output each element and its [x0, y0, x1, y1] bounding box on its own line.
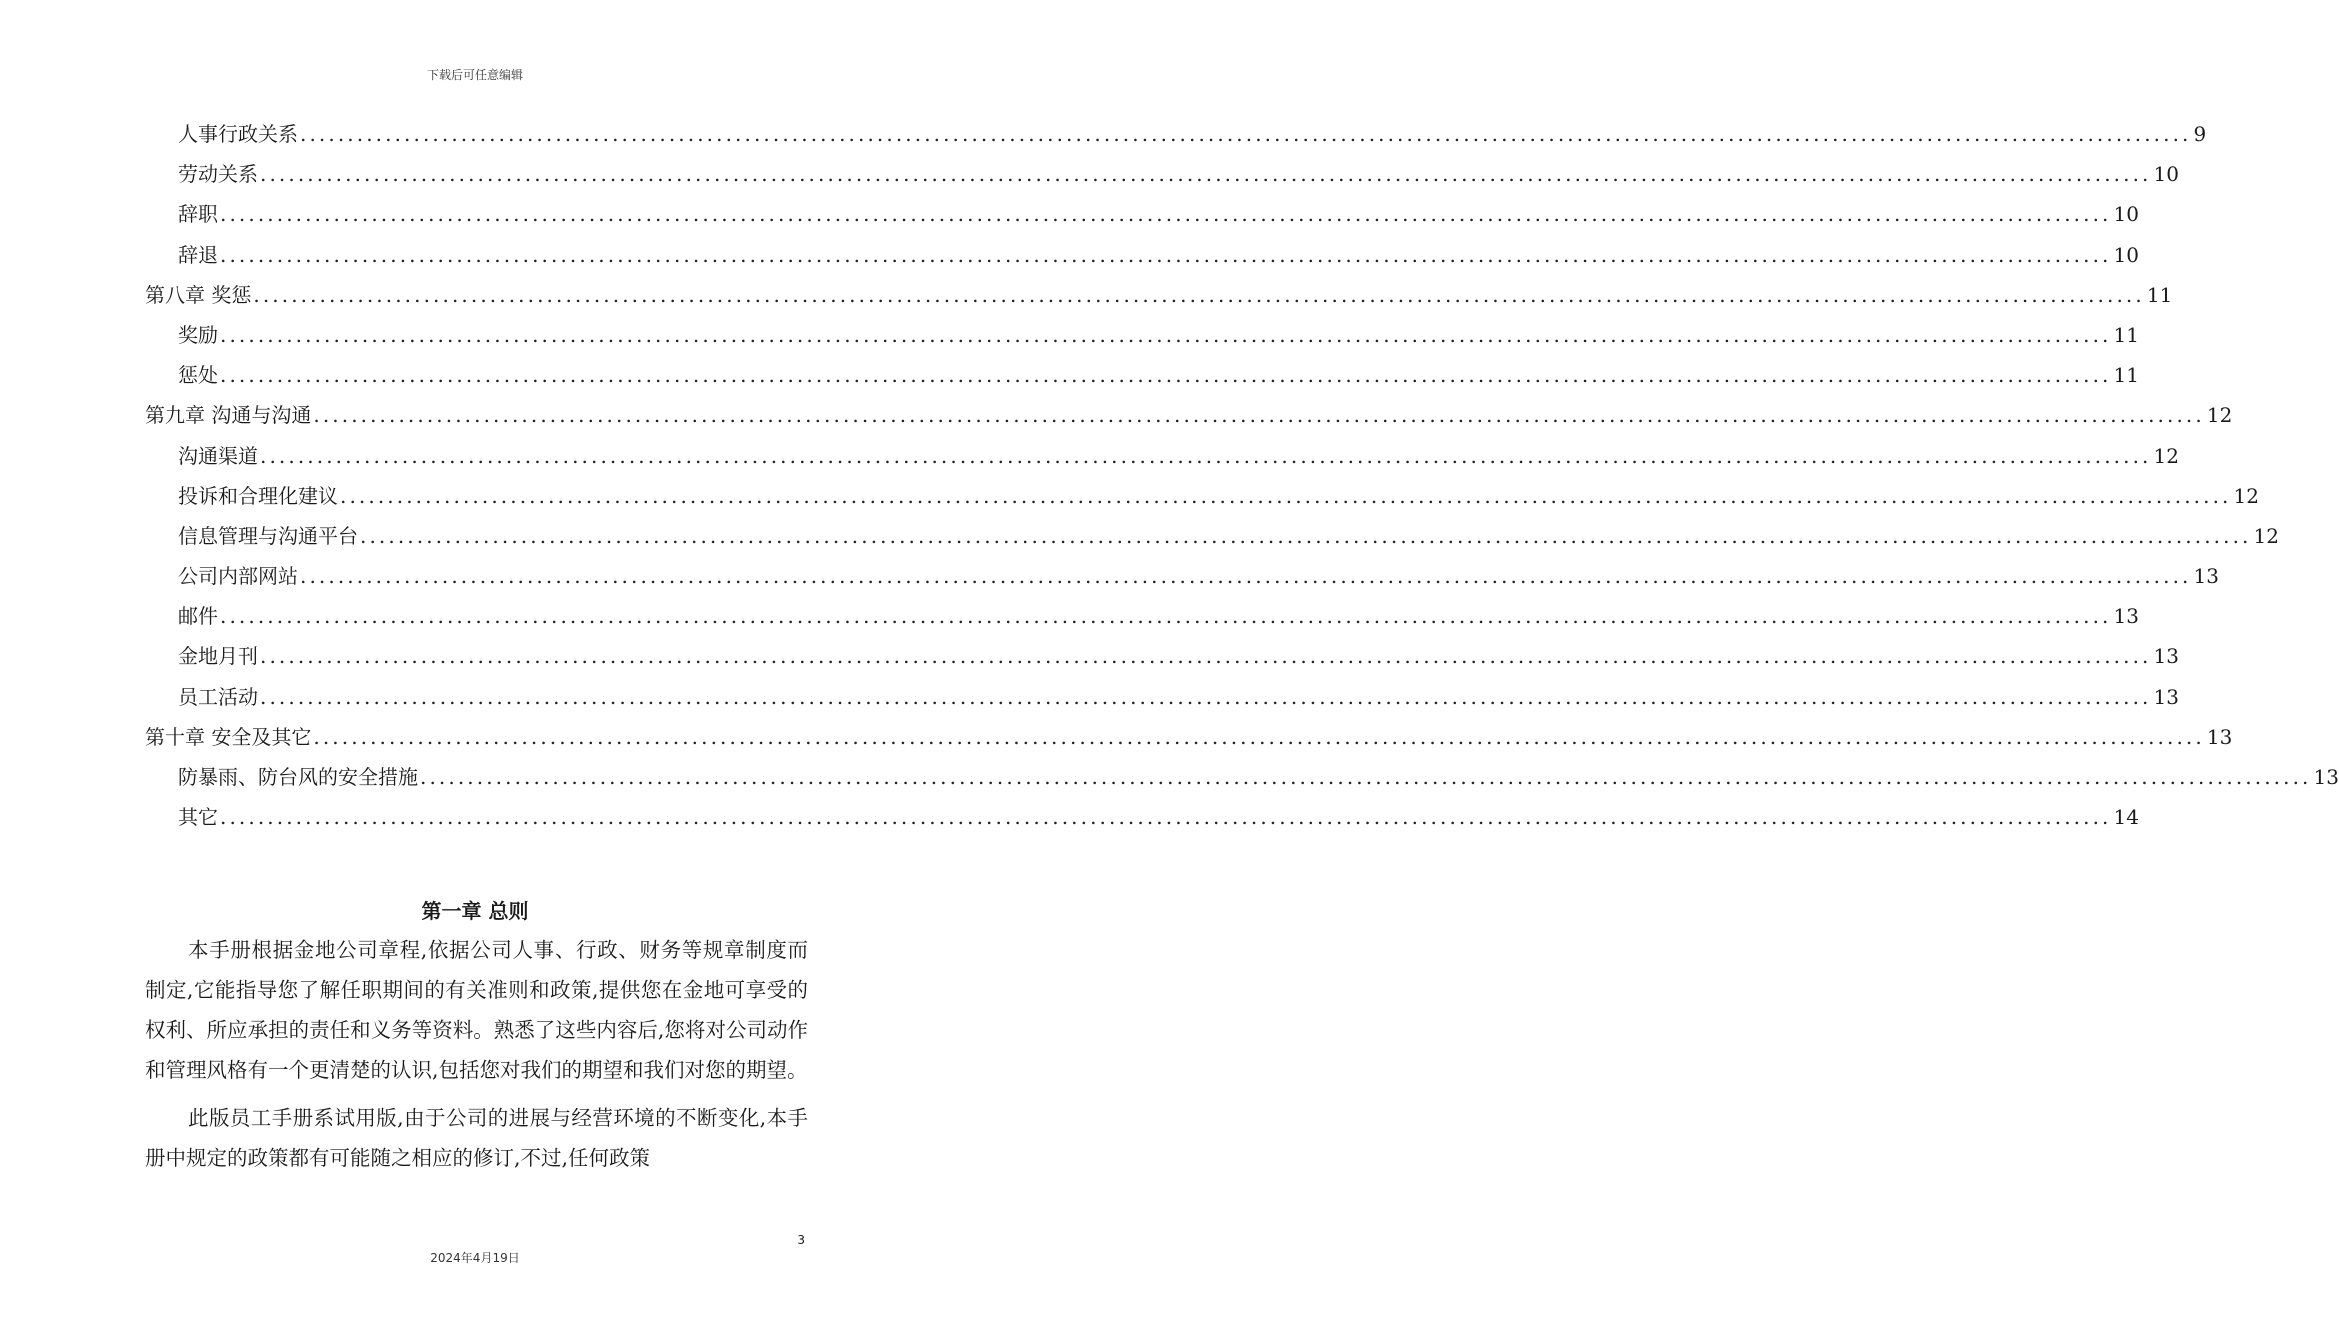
toc-entry[interactable]	[145, 118, 2207, 158]
toc-entry-label: 其它	[178, 805, 218, 830]
toc-leader-dots: ........................................................................................................................................................................................................	[300, 564, 2192, 589]
toc-entry-page: 10	[2113, 202, 2139, 227]
toc-entry-page: 10	[2113, 242, 2139, 267]
body-paragraph: 本手册根据金地公司章程,依据公司人事、行政、财务等规章制度而制定,它能指导您了解任职期间的有关准则和政策,提供您在金地可享受的权利、所应承担的责任和义务等资料。熟悉了这些内容后,您将对公司动作和管理风格有一个更清楚的认识,包括您对我们的期望和我们对您的期望。	[145, 938, 808, 1082]
toc-leader-dots: ........................................................................................................................................................................................................	[220, 363, 2112, 388]
toc-entry[interactable]	[145, 198, 2139, 238]
toc-entry-page: 12	[2153, 443, 2179, 468]
toc-leader-dots: ........................................................................................................................................................................................................	[260, 443, 2152, 468]
toc-entry-page: 12	[2253, 523, 2279, 548]
toc-entry-label: 防暴雨、防台风的安全措施	[178, 765, 418, 789]
toc-entry-label: 信息管理与沟通平台	[178, 523, 358, 548]
toc-entry-label: 公司内部网站	[178, 564, 298, 589]
table-of-contents	[145, 118, 2339, 841]
toc-entry-label: 惩处	[178, 363, 218, 388]
toc-entry-page: 12	[2233, 483, 2259, 508]
toc-leader-dots: ........................................................................................................................................................................................................	[220, 202, 2112, 227]
toc-entry-page: 11	[2146, 282, 2173, 307]
toc-entry[interactable]	[145, 158, 2179, 198]
toc-entry-page: 9	[2193, 122, 2207, 146]
toc-entry-page: 13	[2193, 564, 2219, 589]
toc-entry[interactable]	[145, 239, 2139, 279]
body-paragraph: 此版员工手册系试用版,由于公司的进展与经营环境的不断变化,本手册中规定的政策都有可能随之相应的修订,不过,任何政策	[145, 1106, 808, 1170]
toc-entry-page: 10	[2153, 162, 2179, 187]
toc-entry-page: 13	[2113, 604, 2139, 629]
toc-entry-label: 第八章 奖惩	[145, 282, 252, 307]
page-header: 下载后可任意编辑	[426, 68, 523, 82]
toc-leader-dots: ........................................................................................................................................................................................................	[360, 523, 2252, 548]
toc-entry[interactable]	[145, 801, 2139, 841]
page-number: 3	[797, 1233, 805, 1247]
toc-entry-label: 第九章 沟通与沟通	[145, 403, 312, 428]
toc-entry-page: 13	[2153, 644, 2179, 669]
toc-entry-page: 13	[2153, 684, 2179, 709]
toc-entry-label: 奖励	[178, 322, 218, 347]
toc-entry[interactable]	[145, 600, 2139, 640]
page-footer-date: 2024年4月19日	[430, 1251, 520, 1265]
toc-entry[interactable]	[145, 640, 2179, 680]
toc-entry-page: 13	[2206, 724, 2233, 749]
toc-entry[interactable]	[145, 480, 2259, 520]
toc-entry[interactable]	[145, 721, 2233, 761]
toc-entry-label: 邮件	[178, 604, 218, 629]
toc-entry-label: 辞退	[178, 242, 218, 267]
chapter-body	[145, 930, 808, 1186]
toc-entry-label: 员工活动	[178, 684, 258, 709]
toc-leader-dots: ........................................................................................................................................................................................................	[300, 122, 2192, 146]
toc-leader-dots: ........................................................................................................................................................................................................	[220, 805, 2112, 830]
toc-entry-label: 辞职	[178, 202, 218, 227]
toc-leader-dots: ........................................................................................................................................................................................................	[313, 724, 2205, 749]
toc-leader-dots: ........................................................................................................................................................................................................	[420, 765, 2312, 789]
toc-entry[interactable]	[145, 359, 2139, 399]
toc-entry-page: 12	[2206, 403, 2233, 428]
toc-leader-dots: ........................................................................................................................................................................................................	[260, 162, 2152, 187]
toc-entry-page: 14	[2113, 805, 2139, 830]
toc-entry[interactable]	[145, 279, 2173, 319]
toc-leader-dots: ........................................................................................................................................................................................................	[220, 242, 2112, 267]
toc-entry[interactable]	[145, 681, 2179, 721]
toc-entry-label: 投诉和合理化建议	[178, 483, 338, 508]
toc-entry[interactable]	[145, 440, 2179, 480]
toc-entry[interactable]	[145, 319, 2139, 359]
toc-leader-dots: ........................................................................................................................................................................................................	[253, 282, 2145, 307]
toc-entry[interactable]	[145, 560, 2219, 600]
toc-entry-label: 沟通渠道	[178, 443, 258, 468]
toc-entry-page: 13	[2313, 765, 2339, 789]
toc-leader-dots: ........................................................................................................................................................................................................	[220, 604, 2112, 629]
toc-leader-dots: ........................................................................................................................................................................................................	[220, 322, 2112, 347]
toc-entry[interactable]	[145, 761, 2339, 801]
toc-leader-dots: ........................................................................................................................................................................................................	[260, 684, 2152, 709]
toc-entry-label: 劳动关系	[178, 162, 258, 187]
chapter-title: 第一章 总则	[421, 899, 529, 923]
toc-leader-dots: ........................................................................................................................................................................................................	[313, 403, 2205, 428]
toc-entry-label: 第十章 安全及其它	[145, 724, 312, 749]
toc-leader-dots: ........................................................................................................................................................................................................	[260, 644, 2152, 669]
toc-entry-label: 人事行政关系	[178, 122, 298, 146]
toc-entry-page: 11	[2113, 322, 2139, 347]
toc-entry[interactable]	[145, 399, 2233, 439]
toc-entry-page: 11	[2113, 363, 2139, 388]
toc-leader-dots: ........................................................................................................................................................................................................	[340, 483, 2232, 508]
toc-entry[interactable]	[145, 520, 2279, 560]
toc-entry-label: 金地月刊	[178, 644, 258, 669]
